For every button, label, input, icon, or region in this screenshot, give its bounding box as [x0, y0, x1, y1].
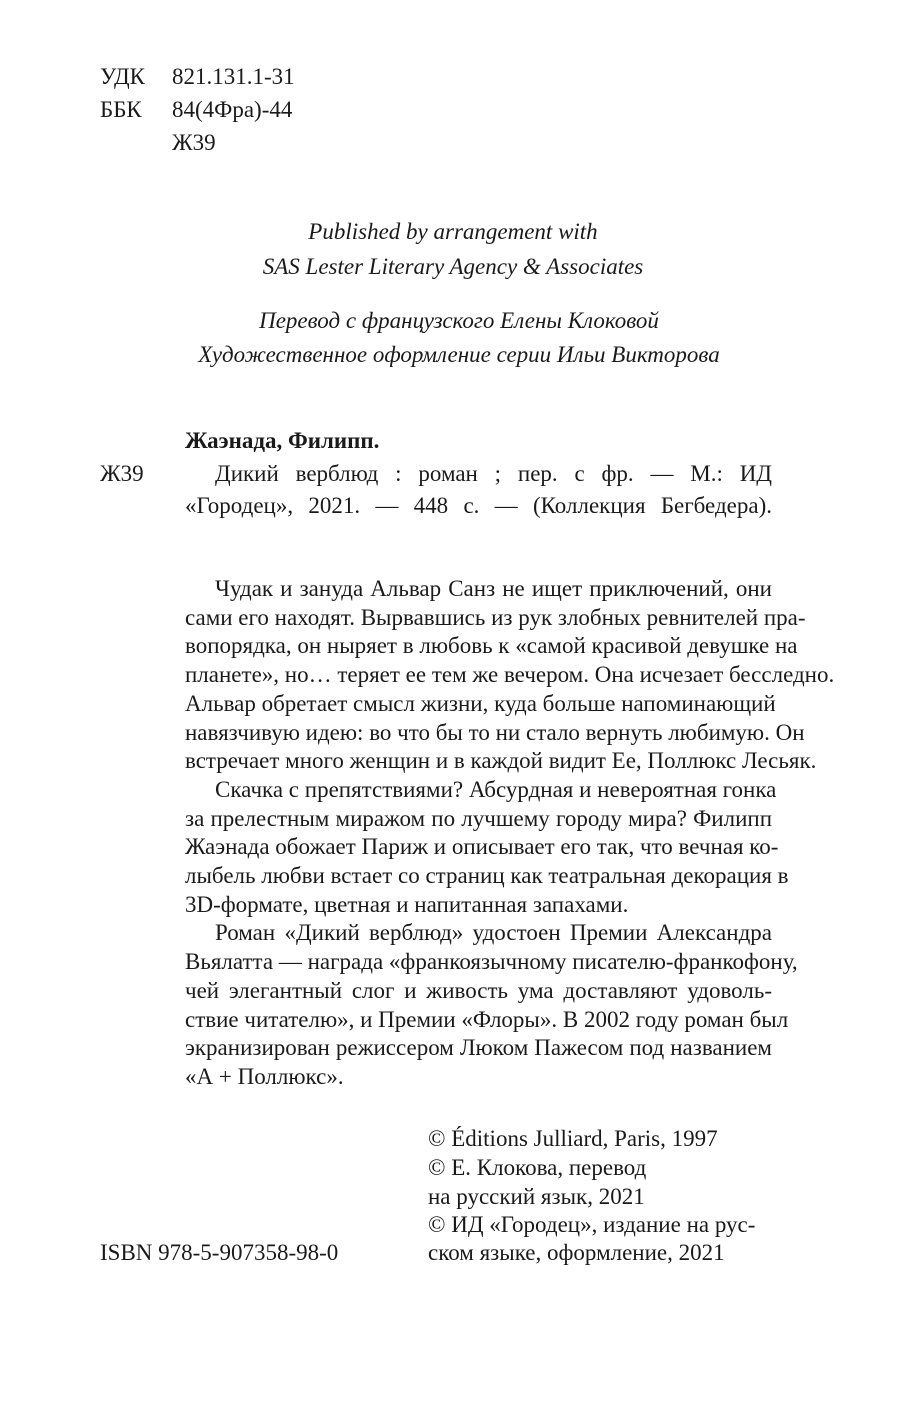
- abstract-line: Вьялатта — награда «франкоязычному писателю-франкофону,: [185, 949, 798, 975]
- copyright-line: © Éditions Julliard, Paris, 1997: [428, 1126, 718, 1151]
- abstract-line: встречает много женщин и в каждой видит Ее, Поллюкс Лесьяк.: [185, 748, 817, 774]
- copyright-line: © ИД «Городец», издание на рус-: [428, 1212, 756, 1237]
- udk-value: 821.131.1-31: [172, 64, 295, 89]
- abstract-line: 3D-формате, цветная и напитанная запахами.: [185, 891, 629, 917]
- abstract-line: вопорядка, он ныряет в любовь к «самой красивой девушке на: [185, 633, 798, 659]
- abstract-line: сами его находят. Вырвавшись из рук злобных ревнителей пра-: [185, 604, 806, 630]
- abstract-line: Скачка с препятствиями? Абсурдная и невероятная гонка: [215, 776, 777, 802]
- bib-line: Дикий верблюд : роман ; пер. с фр. — М.: ИД: [215, 461, 772, 486]
- abstract-line: Роман «Дикий верблюд» удостоен Премии Александра: [215, 920, 772, 946]
- literary-agency: SAS Lester Literary Agency & Associates: [262, 254, 644, 279]
- publisher-arrangement: Published by arrangement with: [308, 219, 598, 244]
- abstract-line: Чудак и зануда Альвар Санз не ищет приключений, они: [215, 576, 772, 601]
- abstract-line: навязчивую идею: во что бы то ни стало вернуть любимую. Он: [185, 719, 805, 745]
- design-credit: Художественное оформление серии Ильи Викторова: [198, 342, 720, 367]
- author-mark: Ж39: [100, 461, 144, 486]
- abstract-line: за прелестным миражом по лучшему городу мира? Филипп: [185, 805, 772, 831]
- udk-label: УДК: [100, 64, 145, 89]
- abstract-line: планете», но… теряет ее тем же вечером. Она исчезает бесследно.: [185, 662, 835, 688]
- abstract-line: экранизирован режиссером Люком Пажесом под названием: [185, 1035, 772, 1061]
- author-mark: Ж39: [172, 130, 216, 155]
- abstract-line: чей элегантный слог и живость ума доставляют удоволь-: [185, 977, 772, 1003]
- abstract-line: Альвар обретает смысл жизни, куда больше напоминающий: [185, 690, 776, 716]
- translator-credit: Перевод с французского Елены Клоковой: [259, 308, 659, 333]
- bib-line: «Городец», 2021. — 448 с. — (Коллекция Бегбедера).: [185, 493, 772, 518]
- abstract-line: лыбель любви встает со страниц как театральная декорация в: [185, 863, 789, 888]
- abstract-line: ствие читателю», и Премии «Флоры». В 2002 году роман был: [185, 1006, 789, 1032]
- author-heading: Жаэнада, Филипп.: [185, 428, 380, 453]
- abstract-line: Жаэнада обожает Париж и описывает его так, что вечная ко-: [185, 834, 779, 860]
- copyright-line: © Е. Клокова, перевод: [428, 1155, 647, 1180]
- bbk-label: ББК: [100, 97, 142, 122]
- copyright-line: на русский язык, 2021: [428, 1184, 645, 1209]
- bbk-value: 84(4Фра)-44: [172, 97, 293, 122]
- isbn: ISBN 978-5-907358-98-0: [100, 1240, 339, 1265]
- abstract-line: «А + Поллюкс».: [185, 1063, 344, 1089]
- copyright-line: ском языке, оформление, 2021: [428, 1240, 725, 1265]
